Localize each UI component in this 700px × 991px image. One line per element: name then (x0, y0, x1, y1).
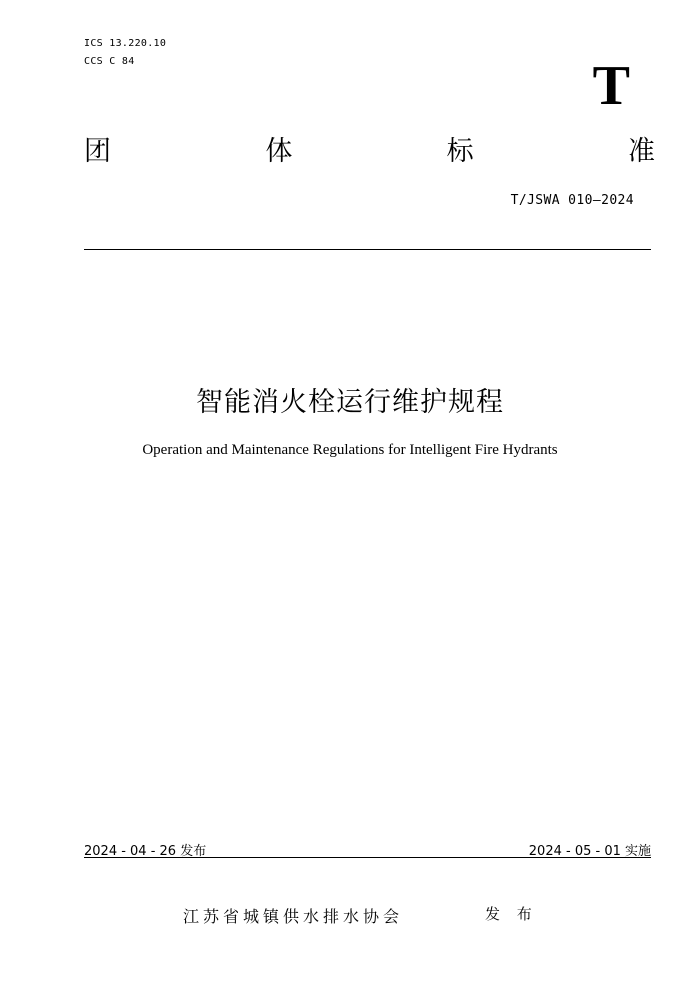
standard-type-char: 团 (84, 136, 111, 167)
standard-type (84, 138, 655, 165)
top-divider (84, 249, 651, 250)
ccs-code: CCS C 84 (84, 56, 135, 67)
publisher-name: 江苏省城镇供水排水协会 (183, 907, 404, 926)
implement-date: 2024 - 05 - 01 实施 (528, 844, 651, 859)
document-title-chinese: 智能消火栓运行维护规程 (196, 387, 504, 418)
standard-code: T/JSWA 010—2024 (510, 193, 634, 208)
standard-type-char: 标 (446, 136, 474, 167)
document-title-english: Operation and Maintenance Regulations for Intelligent Fire Hydrants (142, 442, 558, 458)
bottom-divider (84, 857, 651, 858)
category-letter: T (592, 55, 630, 117)
publish-date: 2024 - 04 - 26 发布 (84, 844, 207, 859)
publish-label: 发 布 (485, 905, 538, 923)
ics-code: ICS 13.220.10 (84, 38, 167, 49)
standard-type-char: 体 (265, 136, 293, 167)
standard-type-char: 准 (627, 136, 655, 167)
